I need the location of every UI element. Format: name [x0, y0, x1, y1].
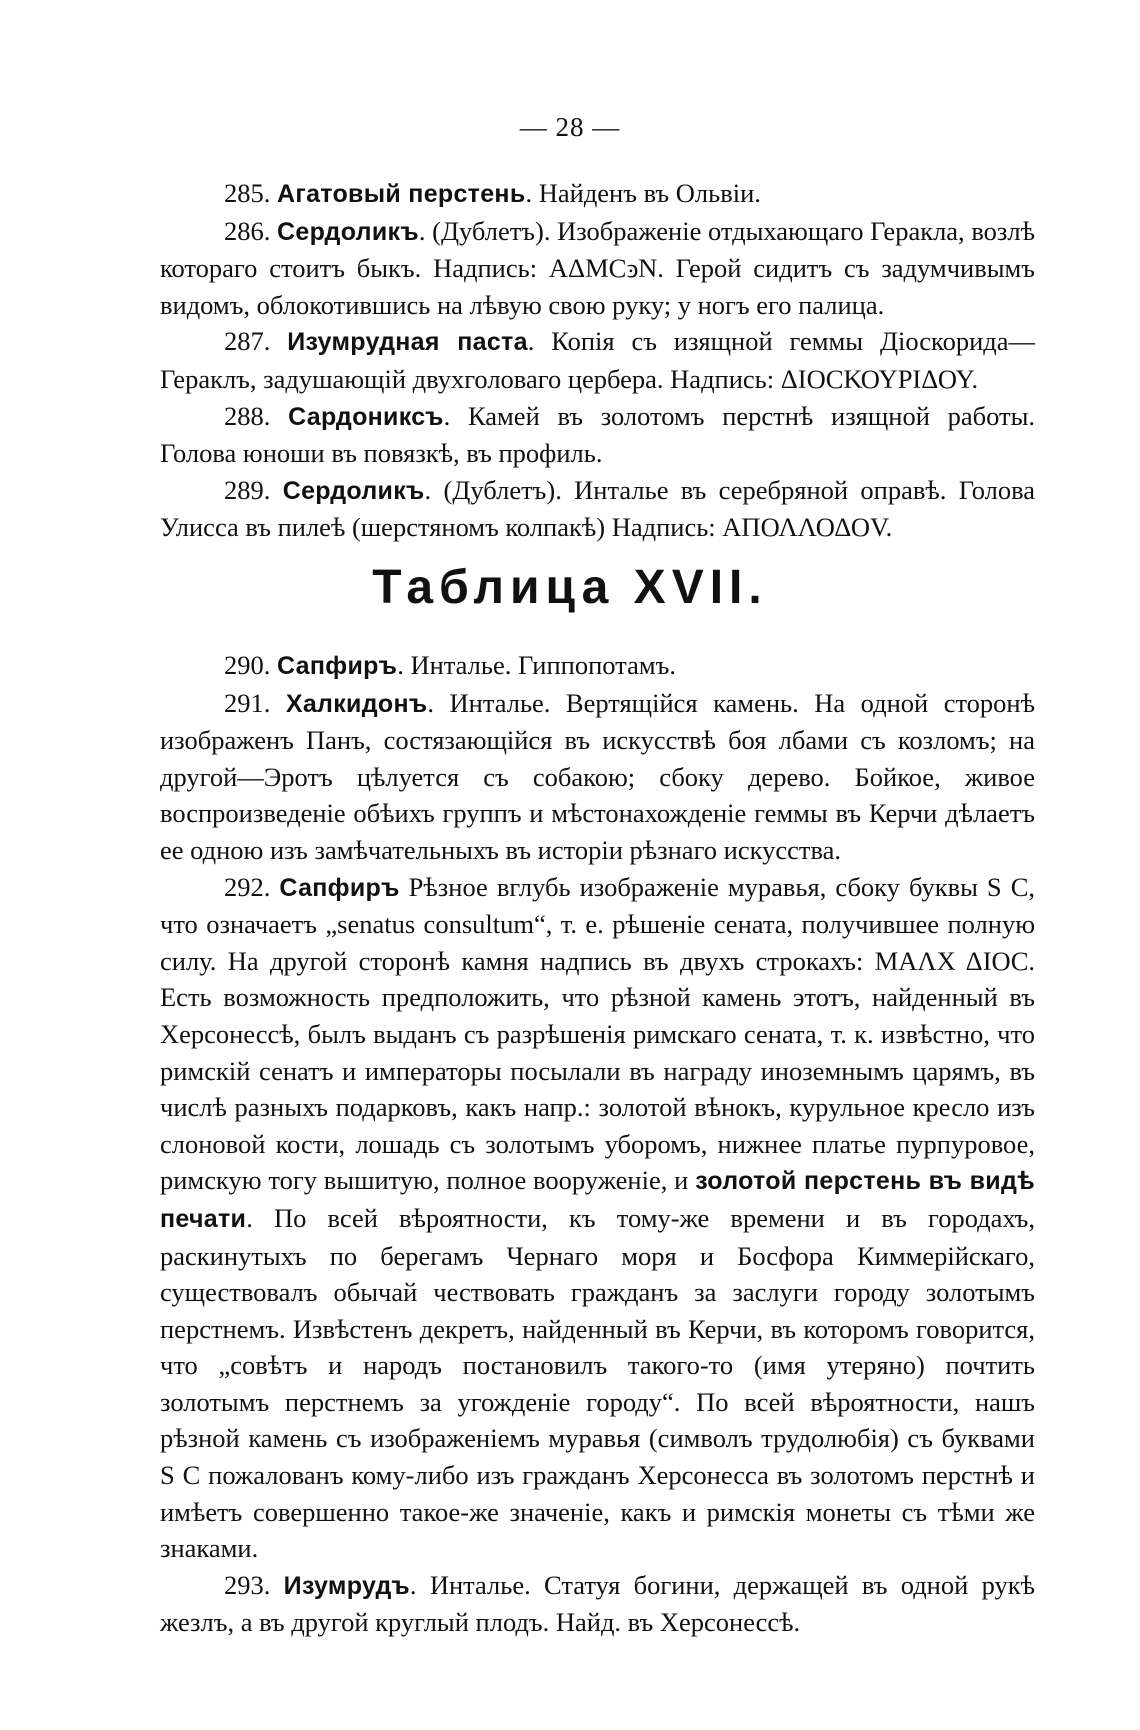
entry-number: 288.	[224, 400, 271, 431]
entry-text: . Найденъ въ Ольвіи.	[525, 178, 761, 208]
entry-291	[160, 685, 1035, 869]
entry-number: 285.	[224, 178, 271, 208]
emphasized-phrase: золотой перстень въ видѣ печати	[160, 1167, 1035, 1233]
entry-title: Сапфиръ	[277, 652, 398, 680]
entry-text: . Инталье. Статуя богини, держащей въ одной рукѣ жезлъ, а въ другой круглый плодъ. Найд. въ Херсонессѣ.	[160, 1569, 1035, 1638]
section-title: Таблица XVII.	[372, 561, 768, 614]
entry-title: Сердоликъ	[277, 217, 419, 246]
entry-285	[160, 175, 1035, 213]
entry-number: 292.	[224, 871, 271, 902]
entry-287	[160, 323, 1035, 397]
entry-title: Изумрудная паста	[287, 328, 528, 357]
entry-text: . Инталье. Вертящійся камень. На одной сторонѣ изображенъ Панъ, состязающійся въ искусствѣ боя лбами съ козломъ; на другой—Эротъ цѣлуется съ собакою; сбоку дерево. Бойкое, живое воспроизведеніе обѣихъ группъ и мѣстонахожденіе геммы въ Керчи дѣлаетъ ее одною изъ замѣчательныхъ въ исторіи рѣзнаго искусства.	[160, 687, 1036, 865]
entries-before-section	[160, 175, 1035, 546]
entry-number: 293.	[224, 1569, 271, 1600]
entry-number: 287.	[224, 326, 271, 357]
entry-293	[160, 1567, 1035, 1641]
entry-292	[160, 869, 1035, 1567]
entry-number: 291.	[224, 687, 271, 718]
entry-text-continued: . По всей вѣроятности, къ тому-же времени и въ городахъ, раскинутыхъ по берегамъ Чернаго моря и Босфора Киммерійскаго, существовалъ обычай чествовать гражданъ за заслуги городу золотымъ перстнемъ. Извѣстенъ декретъ, найденный въ Керчи, въ которомъ говорится, что „совѣтъ и народъ постановилъ такого-то (имя утеряно) почтить золотымъ перстнемъ за угожденіе городу“. По всей вѣроятности, нашъ рѣзной камень съ изображеніемъ муравья (символъ трудолюбія) съ буквами S С пожалованъ кому-либо изъ гражданъ Херсонесса въ золотомъ перстнѣ и имѣетъ совершенно такое-же значеніе, какъ и римскія монеты съ тѣми же знаками.	[160, 1202, 1035, 1564]
entries-after-section	[160, 647, 1035, 1641]
entry-text: Рѣзное вглубь изображеніе муравья, сбоку буквы S С, что означаетъ „senatus consultum“, т. е. рѣшеніе сената, получившее полную силу. На другой сторонѣ камня надпись въ двухъ строкахъ: ΜΑΛΧ ΔΙΟϹ. Есть возможность предположить, что рѣзной камень этотъ, найденный въ Херсонессѣ, былъ выданъ съ разрѣшенія римскаго сената, т. к. извѣстно, что римскій сенатъ и императоры посылали въ награду иноземнымъ царямъ, въ числѣ разныхъ подарковъ, какъ напр.: золотой вѣнокъ, курульное кресло изъ слоновой кости, лошадь съ золотымъ уборомъ, нижнее платье пурпуровое, римскую тогу вышитую, полное вооруженіе, и	[160, 871, 1036, 1196]
entry-number: 290.	[224, 650, 271, 680]
entry-title: Агатовый перстень	[277, 180, 526, 208]
entry-title: Изумрудъ	[283, 1571, 410, 1600]
entry-text: . (Дублетъ). Изображеніе отдыхающаго Геракла, возлѣ котораго стоитъ быкъ. Надпись: ΑΔΜϹͽΝ. Герой сидитъ съ задумчивымъ видомъ, облокотившись на лѣвую свою руку; у ногъ его палица.	[160, 215, 1035, 320]
page-number: — 28 —	[519, 112, 621, 142]
entry-title: Сердоликъ	[282, 476, 425, 505]
entry-text: . Инталье. Гиппопотамъ.	[397, 650, 676, 680]
entry-text: . Камей въ золотомъ перстнѣ изящной работы. Голова юноши въ повязкѣ, въ профиль.	[160, 400, 1036, 469]
entry-289	[160, 472, 1035, 546]
entry-number: 286.	[224, 215, 271, 246]
entry-title: Сапфиръ	[279, 873, 400, 902]
entry-288	[160, 398, 1035, 472]
entry-title: Сардониксъ	[288, 402, 444, 431]
entry-286	[160, 213, 1035, 324]
entry-290	[160, 647, 1035, 685]
entry-number: 289.	[224, 474, 271, 505]
entry-text: . (Дублетъ). Инталье въ серебряной оправѣ. Голова Улисса въ пилеѣ (шерстяномъ колпакѣ) Надпись: ΑΠΟΛΛΟΔΟV.	[160, 474, 1035, 543]
entry-text: . Копія съ изящной геммы Діоскорида— Гераклъ, задушающій двухголоваго цербера. Надпись: ΔΙΟϹΚΟΥΡΙΔΟΥ.	[160, 326, 1036, 394]
entry-title: Халкидонъ	[285, 689, 428, 718]
